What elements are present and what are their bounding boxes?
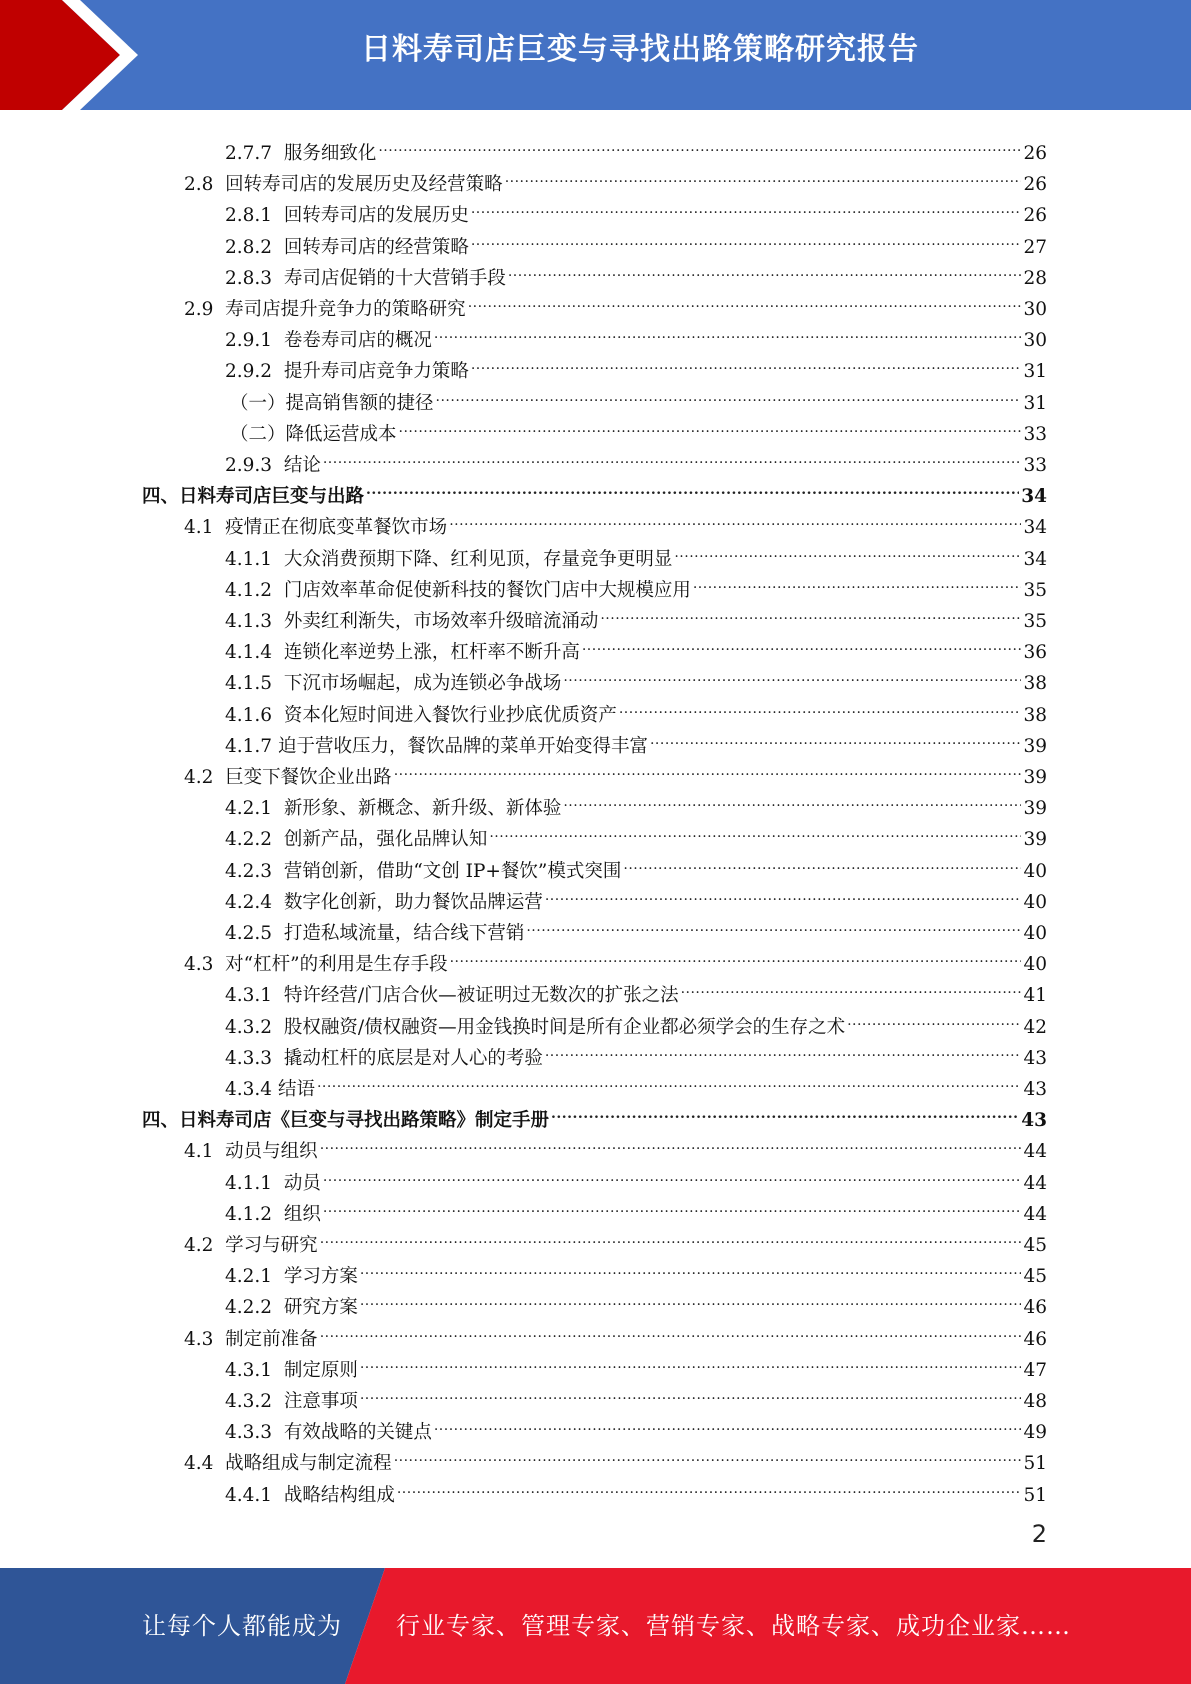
toc-entry-label: （二）降低运营成本 xyxy=(230,423,397,445)
toc-leader-dots xyxy=(674,534,1021,565)
toc-entry-page: 46 xyxy=(1023,1328,1047,1350)
toc-leader-dots xyxy=(551,1095,1019,1126)
toc-entry[interactable] xyxy=(142,1095,1047,1132)
toc-entry-page: 39 xyxy=(1023,767,1047,788)
toc-entry-label: 4.2.3 营销创新，借助“文创 IP+餐饮”模式突围 xyxy=(225,860,622,882)
toc-entry[interactable] xyxy=(225,596,1047,632)
toc-leader-dots xyxy=(450,939,1022,970)
toc-entry-page: 33 xyxy=(1023,423,1047,445)
toc-entry-page: 38 xyxy=(1023,704,1047,726)
toc-entry[interactable] xyxy=(184,1126,1047,1163)
toc-entry-label: 2.9.1 卷卷寿司店的概况 xyxy=(225,330,432,352)
toc-entry-page: 43 xyxy=(1023,1079,1047,1100)
toc-entry-page: 51 xyxy=(1023,1453,1047,1475)
footer-slogan-right: 行业专家、管理专家、营销专家、战略专家、成功企业家…… xyxy=(396,1612,1071,1640)
toc-leader-dots xyxy=(600,596,1021,627)
toc-leader-dots xyxy=(394,752,1022,783)
toc-entry-label: 4.4.1 战略结构组成 xyxy=(225,1484,395,1506)
toc-entry-label: 4.2.1 新形象、新概念、新升级、新体验 xyxy=(225,798,562,820)
toc-entry[interactable] xyxy=(225,315,1047,352)
toc-entry[interactable] xyxy=(225,783,1047,820)
toc-entry-label: 4.1 疫情正在彻底变革餐饮市场 xyxy=(184,517,448,539)
toc-entry-label: 4.2 巨变下餐饮企业出路 xyxy=(184,767,392,788)
toc-entry-page: 44 xyxy=(1023,1172,1047,1194)
toc-entry-label: 2.8 回转寿司店的发展历史及经营策略 xyxy=(184,174,503,196)
toc-entry-label: 4.1.3 外卖红利渐失，市场效率升级暗流涌动 xyxy=(225,611,599,632)
toc-entry-page: 34 xyxy=(1023,517,1047,539)
toc-entry-page: 44 xyxy=(1023,1141,1047,1163)
toc-entry[interactable] xyxy=(225,658,1047,695)
toc-leader-dots xyxy=(378,128,1021,159)
toc-entry-label: 四、日料寿司店《巨变与寻找出路策略》制定手册 xyxy=(142,1110,550,1132)
toc-leader-dots xyxy=(681,970,1022,1001)
toc-entry-page: 49 xyxy=(1023,1422,1047,1444)
toc-leader-dots xyxy=(650,721,1021,752)
toc-entry[interactable] xyxy=(230,378,1047,414)
toc-entry-label: 4.3.3 有效战略的关键点 xyxy=(225,1422,432,1444)
toc-entry-label: 4.3.4 结语 xyxy=(225,1079,315,1100)
toc-leader-dots xyxy=(360,1282,1022,1313)
toc-entry[interactable] xyxy=(230,409,1047,445)
toc-entry-page: 39 xyxy=(1023,735,1047,757)
toc-entry-page: 26 xyxy=(1023,174,1047,196)
toc-entry-page: 45 xyxy=(1023,1266,1047,1288)
toc-leader-dots xyxy=(360,1376,1022,1407)
toc-entry[interactable] xyxy=(225,1282,1047,1319)
toc-entry-label: 4.2.1 学习方案 xyxy=(225,1266,358,1288)
toc-entry-page: 26 xyxy=(1023,205,1047,227)
toc-leader-dots xyxy=(847,1002,1021,1033)
toc-entry-label: 4.1.5 下沉市场崛起，成为连锁必争战场 xyxy=(225,673,562,695)
toc-entry-label: 4.2 学习与研究 xyxy=(184,1235,318,1256)
toc-entry[interactable] xyxy=(225,440,1047,476)
toc-entry-page: 45 xyxy=(1023,1235,1047,1256)
toc-leader-dots xyxy=(320,1126,1022,1157)
toc-entry-page: 33 xyxy=(1023,455,1047,476)
toc-leader-dots xyxy=(394,1438,1022,1469)
toc-leader-dots xyxy=(323,440,1022,471)
toc-entry[interactable] xyxy=(225,1345,1047,1381)
footer-slogan-left: 让每个人都能成为 xyxy=(142,1612,342,1640)
toc-entry[interactable] xyxy=(142,471,1047,508)
toc-entry[interactable] xyxy=(225,1064,1047,1100)
toc-entry-label: 4.1.2 门店效率革命促使新科技的餐饮门店中大规模应用 xyxy=(225,579,691,601)
toc-entry-label: （一）提高销售额的捷径 xyxy=(230,392,434,414)
page-footer xyxy=(0,1568,1191,1684)
toc-entry[interactable] xyxy=(225,346,1047,383)
toc-entry[interactable] xyxy=(225,721,1047,757)
toc-entry-label: 4.1.4 连锁化率逆势上涨，杠杆率不断升高 xyxy=(225,642,580,664)
toc-entry[interactable] xyxy=(184,1314,1047,1350)
toc-leader-dots xyxy=(623,846,1021,877)
toc-leader-dots xyxy=(468,284,1022,315)
toc-leader-dots xyxy=(320,1314,1022,1345)
toc-entry-page: 31 xyxy=(1023,361,1047,383)
toc-entry-label: 4.1.2 组织 xyxy=(225,1203,321,1225)
toc-entry[interactable] xyxy=(184,939,1047,976)
toc-entry[interactable] xyxy=(184,752,1047,788)
toc-entry-label: 4.2.5 打造私域流量，结合线下营销 xyxy=(225,923,525,944)
toc-entry-label: 2.8.2 回转寿司店的经营策略 xyxy=(225,236,469,258)
toc-entry[interactable] xyxy=(225,908,1047,944)
toc-entry[interactable] xyxy=(225,1407,1047,1444)
document-title: 日料寿司店巨变与寻找出路策略研究报告 xyxy=(361,32,919,67)
toc-entry-page: 40 xyxy=(1023,923,1047,944)
toc-entry-label: 2.9.2 提升寿司店竞争力策略 xyxy=(225,361,469,383)
toc-entry-label: 4.1.1 大众消费预期下降、红利见顶，存量竞争更明显 xyxy=(225,548,673,570)
toc-entry-page: 27 xyxy=(1023,236,1047,258)
toc-entry[interactable] xyxy=(184,159,1047,196)
toc-entry-page: 34 xyxy=(1023,548,1047,570)
toc-leader-dots xyxy=(323,1189,1022,1220)
toc-entry[interactable] xyxy=(184,284,1047,320)
toc-leader-dots xyxy=(471,190,1022,221)
toc-entry-page: 51 xyxy=(1023,1484,1047,1506)
toc-entry-label: 4.1.6 资本化短时间进入餐饮行业抄底优质资产 xyxy=(225,704,617,726)
toc-entry[interactable] xyxy=(225,627,1047,664)
toc-entry[interactable] xyxy=(225,1251,1047,1288)
toc-entry[interactable] xyxy=(225,1002,1047,1038)
toc-entry[interactable] xyxy=(225,534,1047,570)
toc-entry[interactable] xyxy=(225,1470,1047,1506)
toc-leader-dots xyxy=(693,565,1022,596)
toc-leader-dots xyxy=(545,1033,1022,1064)
toc-entry-label: 2.8.3 寿司店促销的十大营销手段 xyxy=(225,267,506,289)
toc-entry-label: 4.4 战略组成与制定流程 xyxy=(184,1453,392,1475)
toc-entry[interactable] xyxy=(225,1033,1047,1069)
toc-entry-page: 28 xyxy=(1023,267,1047,289)
toc-entry-page: 35 xyxy=(1023,579,1047,601)
toc-entry-label: 4.3.3 撬动杠杆的底层是对人心的考验 xyxy=(225,1047,543,1069)
toc-leader-dots xyxy=(323,1158,1022,1189)
toc-entry-label: 4.1 动员与组织 xyxy=(184,1141,318,1163)
toc-entry[interactable] xyxy=(225,970,1047,1007)
toc-entry[interactable] xyxy=(225,128,1047,164)
toc-entry-label: 4.3.2 注意事项 xyxy=(225,1391,358,1412)
toc-entry[interactable] xyxy=(225,253,1047,289)
toc-leader-dots xyxy=(582,627,1022,658)
toc-entry-page: 41 xyxy=(1023,985,1047,1007)
toc-entry-label: 4.1.7 迫于营收压力，餐饮品牌的菜单开始变得丰富 xyxy=(225,735,648,757)
toc-entry-label: 2.9 寿司店提升竞争力的策略研究 xyxy=(184,299,466,320)
toc-entry-page: 26 xyxy=(1023,143,1047,164)
toc-leader-dots xyxy=(526,908,1021,939)
toc-entry-page: 40 xyxy=(1023,954,1047,976)
toc-entry-page: 40 xyxy=(1023,891,1047,913)
toc-entry[interactable] xyxy=(225,1376,1047,1412)
toc-entry-label: 2.7.7 服务细致化 xyxy=(225,143,377,164)
toc-leader-dots xyxy=(505,159,1022,190)
toc-entry-label: 四、日料寿司店巨变与出路 xyxy=(142,486,365,508)
toc-entry-label: 4.3 对“杠杆”的利用是生存手段 xyxy=(184,954,448,976)
toc-entry[interactable] xyxy=(225,814,1047,851)
toc-leader-dots xyxy=(563,658,1021,689)
toc-leader-dots xyxy=(366,471,1019,502)
toc-leader-dots xyxy=(545,877,1022,908)
toc-entry-page: 39 xyxy=(1023,798,1047,820)
toc-entry-label: 4.1.1 动员 xyxy=(225,1172,321,1194)
toc-entry[interactable] xyxy=(225,690,1047,726)
toc-entry-label: 4.3.1 特许经营/门店合伙—被证明过无数次的扩张之法 xyxy=(225,985,679,1007)
page-number: 2 xyxy=(1031,1520,1047,1548)
toc-leader-dots xyxy=(471,222,1022,253)
toc-leader-dots xyxy=(397,1470,1022,1501)
toc-entry-page: 46 xyxy=(1023,1297,1047,1319)
toc-leader-dots xyxy=(563,783,1021,814)
toc-entry-page: 36 xyxy=(1023,642,1047,664)
toc-entry-page: 44 xyxy=(1023,1203,1047,1225)
toc-entry-page: 38 xyxy=(1023,673,1047,695)
toc-entry-label: 4.2.2 创新产品，强化品牌认知 xyxy=(225,829,488,851)
toc-leader-dots xyxy=(317,1064,1022,1095)
toc-entry[interactable] xyxy=(225,222,1047,258)
toc-entry-label: 4.2.2 研究方案 xyxy=(225,1297,358,1319)
toc-entry-label: 2.9.3 结论 xyxy=(225,455,321,476)
toc-entry-page: 30 xyxy=(1023,330,1047,352)
toc-entry-page: 34 xyxy=(1021,486,1047,508)
page-header xyxy=(0,0,1191,110)
toc-leader-dots xyxy=(489,814,1021,845)
toc-entry[interactable] xyxy=(225,877,1047,913)
toc-leader-dots xyxy=(360,1345,1022,1376)
toc-entry-label: 2.8.1 回转寿司店的发展历史 xyxy=(225,205,469,227)
toc-entry-page: 43 xyxy=(1023,1047,1047,1069)
toc-entry[interactable] xyxy=(225,1158,1047,1194)
toc-entry-label: 4.3.1 制定原则 xyxy=(225,1359,358,1381)
toc-entry-page: 40 xyxy=(1023,860,1047,882)
toc-entry-label: 4.2.4 数字化创新，助力餐饮品牌运营 xyxy=(225,891,543,913)
toc-entry-label: 4.3.2 股权融资/债权融资—用金钱换时间是所有企业都必须学会的生存之术 xyxy=(225,1016,846,1038)
toc-entry-page: 43 xyxy=(1021,1110,1047,1132)
toc-entry-page: 42 xyxy=(1023,1016,1047,1038)
toc-entry-label: 4.3 制定前准备 xyxy=(184,1328,318,1350)
toc-leader-dots xyxy=(436,378,1022,409)
toc-entry-page: 48 xyxy=(1023,1391,1047,1412)
toc-entry-page: 39 xyxy=(1023,829,1047,851)
toc-leader-dots xyxy=(434,315,1022,346)
toc-entry-page: 35 xyxy=(1023,611,1047,632)
toc-leader-dots xyxy=(434,1407,1022,1438)
toc-entry[interactable] xyxy=(225,190,1047,227)
toc-leader-dots xyxy=(320,1220,1022,1251)
toc-entry-page: 47 xyxy=(1023,1359,1047,1381)
toc-leader-dots xyxy=(508,253,1022,284)
toc-leader-dots xyxy=(471,346,1022,377)
toc-leader-dots xyxy=(360,1251,1022,1282)
toc-leader-dots xyxy=(449,502,1021,533)
toc-entry[interactable] xyxy=(225,1189,1047,1225)
toc-entry-page: 31 xyxy=(1023,392,1047,414)
toc-leader-dots xyxy=(619,690,1022,721)
toc-entry[interactable] xyxy=(225,565,1047,601)
toc-entry-page: 30 xyxy=(1023,299,1047,320)
toc-entry[interactable] xyxy=(184,1220,1047,1256)
chevron-arrow-icon xyxy=(0,0,150,110)
toc-entry[interactable] xyxy=(184,502,1047,539)
toc-leader-dots xyxy=(399,409,1022,440)
toc-entry[interactable] xyxy=(225,846,1047,882)
toc-entry[interactable] xyxy=(184,1438,1047,1475)
